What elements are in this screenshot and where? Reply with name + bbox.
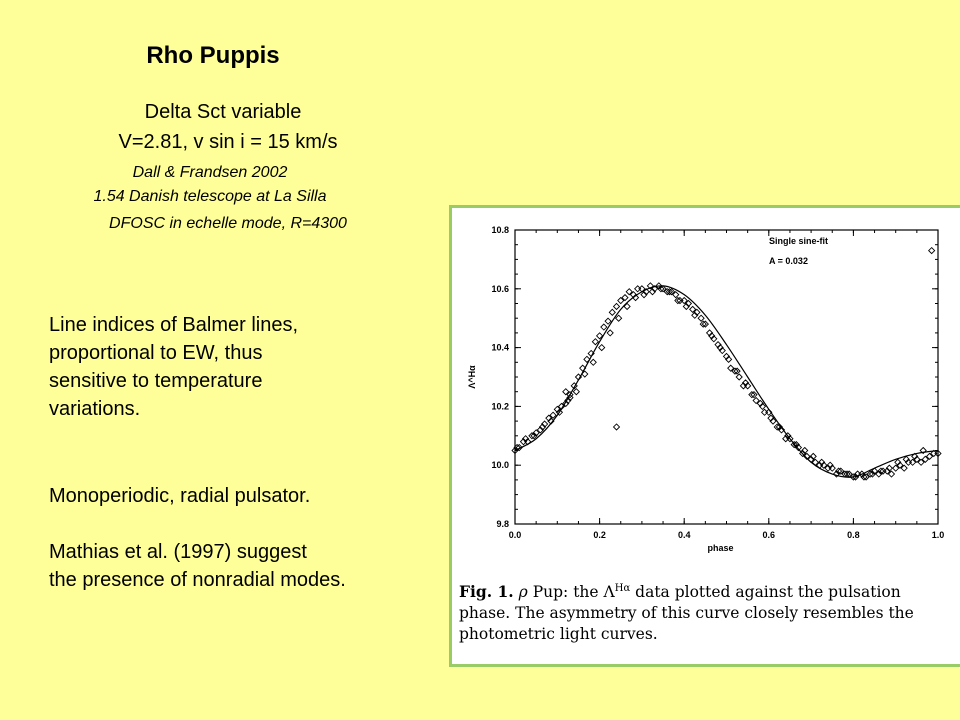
- data-point: [751, 392, 757, 398]
- x-tick-label: 0.8: [847, 530, 860, 540]
- y-tick-label: 10.0: [491, 460, 509, 471]
- slide-title: Rho Puppis: [146, 42, 280, 69]
- x-tick-label: 0.0: [508, 530, 522, 540]
- y-tick-label: 10.8: [491, 225, 509, 235]
- star-type: Delta Sct variable: [144, 101, 302, 123]
- paragraph-line: variations.: [49, 398, 141, 420]
- data-point: [749, 392, 755, 398]
- sine-fit-line: [515, 286, 938, 477]
- data-point: [614, 303, 620, 309]
- paragraph-pulsator: Monoperiodic, radial pulsator.: [49, 485, 311, 507]
- data-point: [702, 321, 708, 327]
- caption-rest: data plotted against the pulsation phase. The asymmetry of this curve closely resembles the photometric light curves.: [459, 583, 914, 644]
- data-point: [929, 248, 935, 254]
- paragraph-line: proportional to EW, thus: [49, 342, 263, 364]
- scatter-chart: [452, 208, 957, 580]
- y-axis-label: Λ^Hα: [467, 365, 477, 389]
- data-point: [592, 339, 598, 345]
- reference-instrument: DFOSC in echelle mode, R=4300: [109, 215, 347, 232]
- x-axis-label: phase: [707, 543, 734, 553]
- data-point: [601, 324, 607, 330]
- data-point: [844, 471, 850, 477]
- data-point: [609, 309, 615, 315]
- caption-pup: Pup: the: [532, 583, 599, 602]
- data-point: [607, 330, 613, 336]
- reference-authors: Dall & Frandsen 2002: [132, 164, 288, 181]
- x-tick-label: 0.6: [762, 530, 776, 540]
- paragraph-line: sensitive to temperature: [49, 370, 263, 392]
- data-point: [675, 298, 681, 304]
- data-point: [734, 368, 740, 374]
- data-point: [698, 315, 704, 321]
- data-point: [614, 424, 620, 430]
- star-parameters: V=2.81, v sin i = 15 km/s: [118, 131, 338, 153]
- data-point: [736, 374, 742, 380]
- x-tick-label: 0.4: [677, 530, 691, 540]
- data-point: [635, 286, 641, 292]
- caption-lambda: Λ: [603, 583, 615, 602]
- x-tick-label: 0.2: [593, 530, 606, 540]
- data-point: [762, 409, 768, 415]
- data-point: [616, 315, 622, 321]
- data-point: [573, 389, 579, 395]
- paragraph-line: Mathias et al. (1997) suggest: [49, 541, 307, 563]
- caption-sup: Hα: [614, 583, 631, 594]
- caption-label: Fig. 1.: [459, 582, 514, 602]
- legend-line-1: Single sine-fit: [769, 236, 829, 246]
- data-point: [677, 298, 683, 304]
- figure-caption: [459, 578, 951, 645]
- legend-line-2: A = 0.032: [769, 256, 808, 266]
- data-point: [700, 321, 706, 327]
- x-tick-label: 1.0: [931, 530, 945, 540]
- paragraph-balmer: [49, 311, 298, 423]
- y-tick-label: 10.4: [491, 342, 509, 353]
- paragraph-mathias: [49, 538, 346, 594]
- data-point: [666, 289, 672, 295]
- data-point: [605, 318, 611, 324]
- y-tick-label: 9.8: [496, 519, 509, 529]
- data-point: [599, 345, 605, 351]
- plot-frame: [515, 230, 938, 524]
- data-point: [590, 359, 596, 365]
- reference-telescope: 1.54 Danish telescope at La Silla: [93, 188, 327, 205]
- caption-greek: ρ: [518, 583, 528, 602]
- y-tick-label: 10.2: [491, 401, 509, 412]
- paragraph-line: the presence of nonradial modes.: [49, 569, 346, 591]
- paragraph-line: Line indices of Balmer lines,: [49, 314, 299, 336]
- y-tick-label: 10.6: [491, 283, 509, 294]
